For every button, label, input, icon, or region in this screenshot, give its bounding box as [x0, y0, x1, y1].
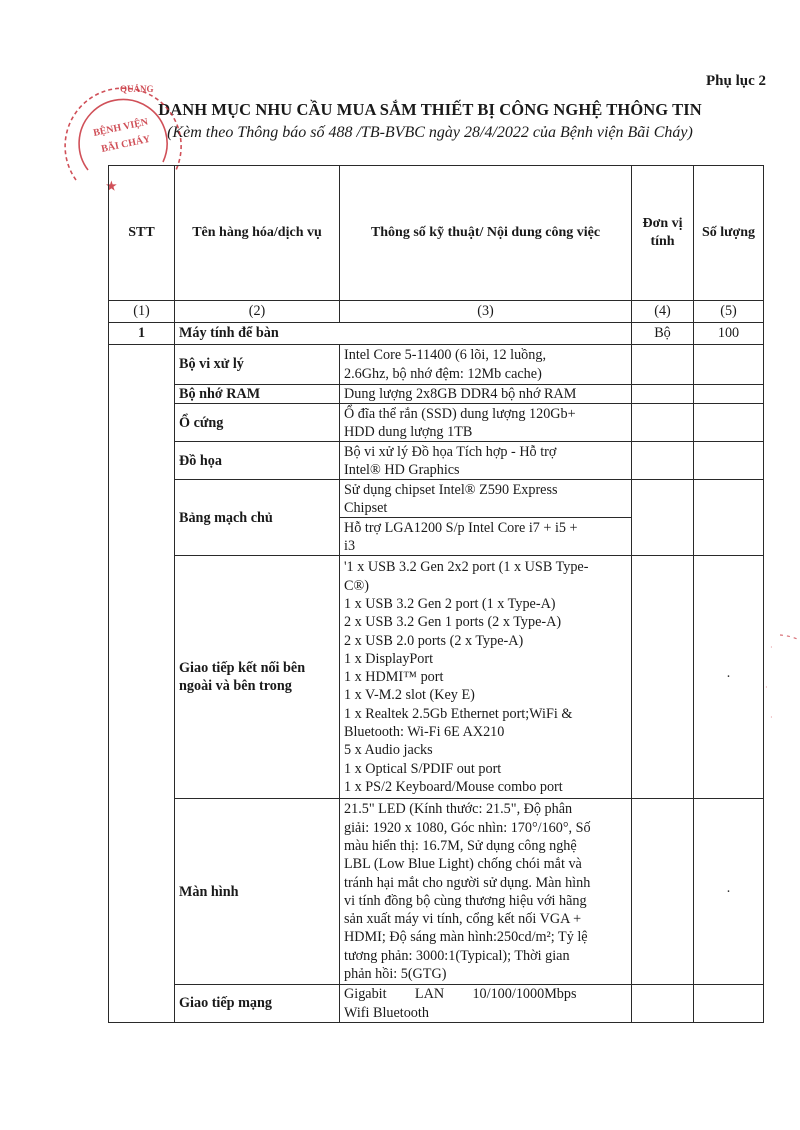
- row-spec-gpu: [340, 442, 632, 480]
- table-row: [109, 556, 764, 799]
- spec-line: Bluetooth: Wi-Fi 6E AX210: [344, 724, 505, 741]
- row-spec-monitor: [340, 799, 632, 985]
- col-number: (2): [175, 301, 340, 323]
- spec-line: 1 x DisplayPort: [344, 650, 434, 667]
- row-spec-network: [340, 985, 632, 1023]
- spec-line: 1 x Optical S/PDIF out port: [344, 760, 502, 777]
- spec-line: 1 x V-M.2 slot (Key E): [344, 687, 475, 704]
- header-unit: Đơn vị tính: [632, 166, 694, 301]
- unit-cell: [632, 345, 694, 385]
- spec-line: 1 x PS/2 Keyboard/Mouse combo port: [344, 778, 563, 795]
- stray-mark: ·: [726, 883, 731, 900]
- spec-line: 2 x USB 2.0 ports (2 x Type-A): [344, 632, 524, 649]
- qty-cell: [694, 799, 764, 985]
- svg-text:BÃI CHÁY: BÃI CHÁY: [100, 133, 152, 155]
- qty-cell: [694, 345, 764, 385]
- spec-line: HDD dung lượng 1TB: [344, 423, 473, 440]
- col-number: (1): [109, 301, 175, 323]
- unit-cell: [632, 442, 694, 480]
- item-qty: 100: [694, 323, 764, 345]
- spec-line: HDMI; Độ sáng màn hình:250cd/m²; Tỷ lệ: [344, 929, 588, 946]
- spec-line: Bộ vi xử lý Đồ họa Tích hợp - Hỗ trợ: [344, 443, 557, 460]
- stt-empty-cell: [109, 345, 175, 1023]
- spec-line: 1 x USB 3.2 Gen 2 port (1 x Type-A): [344, 595, 556, 612]
- spec-line: '1 x USB 3.2 Gen 2x2 port (1 x USB Type-: [344, 559, 589, 576]
- svg-text:★: ★: [106, 179, 117, 193]
- spec-line: giải: 1920 x 1080, Góc nhìn: 170°/160°, Số: [344, 819, 591, 836]
- table-row: [109, 799, 764, 985]
- spec-line: i3: [344, 537, 356, 554]
- equipment-table: [108, 165, 764, 1023]
- spec-line: màu hiển thị: 16.7M, Sử dụng công nghệ: [344, 837, 577, 854]
- row-name-monitor: Màn hình: [175, 799, 340, 985]
- row-name-board: Bảng mạch chủ: [175, 480, 340, 556]
- spec-line: Intel® HD Graphics: [344, 461, 460, 478]
- table-row: [109, 385, 764, 404]
- spec-line: 1 x HDMI™ port: [344, 669, 444, 686]
- col-number: (5): [694, 301, 764, 323]
- appendix-label: Phụ lục 2: [705, 73, 766, 89]
- row-spec-board-a: [340, 480, 632, 518]
- spec-line: 1 x Realtek 2.5Gb Ethernet port;WiFi &: [344, 705, 573, 722]
- col-number: (4): [632, 301, 694, 323]
- document-title: DANH MỤC NHU CẦU MUA SẮM THIẾT BỊ CÔNG NGHỆ THÔNG TIN: [158, 100, 702, 119]
- row-spec-cpu: [340, 345, 632, 385]
- svg-text:·: ·: [765, 683, 768, 692]
- spec-line: tránh hại mắt cho người sử dụng. Màn hình: [344, 874, 591, 891]
- name-line: Giao tiếp kết nối bên: [179, 660, 306, 676]
- row-spec-board-b: [340, 518, 632, 556]
- spec-line: Hỗ trợ LGA1200 S/p Intel Core i7 + i5 +: [344, 519, 578, 536]
- spec-line: vi tính đồng bộ cùng thương hiệu với hãng: [344, 892, 587, 909]
- spec-line: tương phản: 3000:1(Typical); Thời gian: [344, 947, 570, 964]
- item-row: [109, 323, 764, 345]
- item-stt: 1: [109, 323, 175, 345]
- spec-line: Sử dụng chipset Intel® Z590 Express: [344, 481, 558, 498]
- unit-cell: [632, 556, 694, 799]
- item-unit: Bộ: [632, 323, 694, 345]
- spec-line: C®): [344, 577, 369, 594]
- row-name-cpu: Bộ vi xử lý: [175, 345, 340, 385]
- qty-cell: [694, 556, 764, 799]
- svg-text:BỆNH VIỆN: BỆNH VIỆN: [92, 116, 150, 139]
- table-row: [109, 404, 764, 442]
- spec-line: Ổ đĩa thể rắn (SSD) dung lượng 120Gb+: [344, 405, 576, 422]
- unit-cell: [632, 799, 694, 985]
- spec-line: 5 x Audio jacks: [344, 742, 433, 759]
- row-name-ram: Bộ nhớ RAM: [175, 385, 340, 404]
- document-subtitle: (Kèm theo Thông báo số 488 /TB-BVBC ngày 28/4/2022 của Bệnh viện Bãi Cháy): [167, 124, 693, 141]
- row-name-disk: Ổ cứng: [175, 404, 340, 442]
- spec-line: sản xuất máy vi tính, cổng kết nối VGA +: [344, 911, 582, 928]
- qty-cell: [694, 480, 764, 556]
- unit-cell: [632, 985, 694, 1023]
- row-name-gpu: Đồ họa: [175, 442, 340, 480]
- row-spec-ram: Dung lượng 2x8GB DDR4 bộ nhớ RAM: [340, 385, 632, 404]
- spec-line: Intel Core 5-11400 (6 lõi, 12 luồng,: [344, 347, 547, 364]
- svg-text:·: ·: [770, 713, 773, 722]
- spec-line: Gigabit LAN 10/100/1000Mbps: [344, 986, 577, 1003]
- header-spec: Thông số kỹ thuật/ Nội dung công việc: [340, 166, 632, 301]
- spec-line: Chipset: [344, 499, 388, 516]
- qty-cell: [694, 404, 764, 442]
- table-row: [109, 345, 764, 385]
- header-name: Tên hàng hóa/dịch vụ: [175, 166, 340, 301]
- qty-cell: [694, 385, 764, 404]
- stray-mark: ·: [726, 669, 731, 686]
- spec-line: 2.6Ghz, bộ nhớ đệm: 12Mb cache): [344, 365, 542, 382]
- spec-line: Wifi Bluetooth: [344, 1004, 429, 1021]
- unit-cell: [632, 480, 694, 556]
- spec-line: 21.5" LED (Kính thước: 21.5", Độ phân: [344, 801, 573, 818]
- spec-line: 2 x USB 3.2 Gen 1 ports (2 x Type-A): [344, 614, 562, 631]
- header-stt: STT: [109, 166, 175, 301]
- table-header-row: [109, 166, 764, 301]
- table-row: [109, 480, 764, 518]
- unit-cell: [632, 385, 694, 404]
- qty-cell: [694, 442, 764, 480]
- svg-text:QUẢNG: QUẢNG: [120, 84, 154, 94]
- svg-text:·: ·: [770, 643, 773, 652]
- column-number-row: [109, 301, 764, 323]
- row-spec-io: [340, 556, 632, 799]
- row-name-io: [175, 556, 340, 799]
- spec-line: phản hồi: 5(GTG): [344, 965, 447, 982]
- table-row: [109, 985, 764, 1023]
- row-spec-disk: [340, 404, 632, 442]
- unit-cell: [632, 404, 694, 442]
- row-name-network: Giao tiếp mạng: [175, 985, 340, 1023]
- spec-line: LBL (Low Blue Light) chống chói mắt và: [344, 856, 582, 873]
- item-name: Máy tính để bàn: [175, 323, 632, 345]
- table-row: [109, 442, 764, 480]
- name-line: ngoài và bên trong: [179, 678, 292, 695]
- qty-cell: [694, 985, 764, 1023]
- col-number: (3): [340, 301, 632, 323]
- header-qty: Số lượng: [694, 166, 764, 301]
